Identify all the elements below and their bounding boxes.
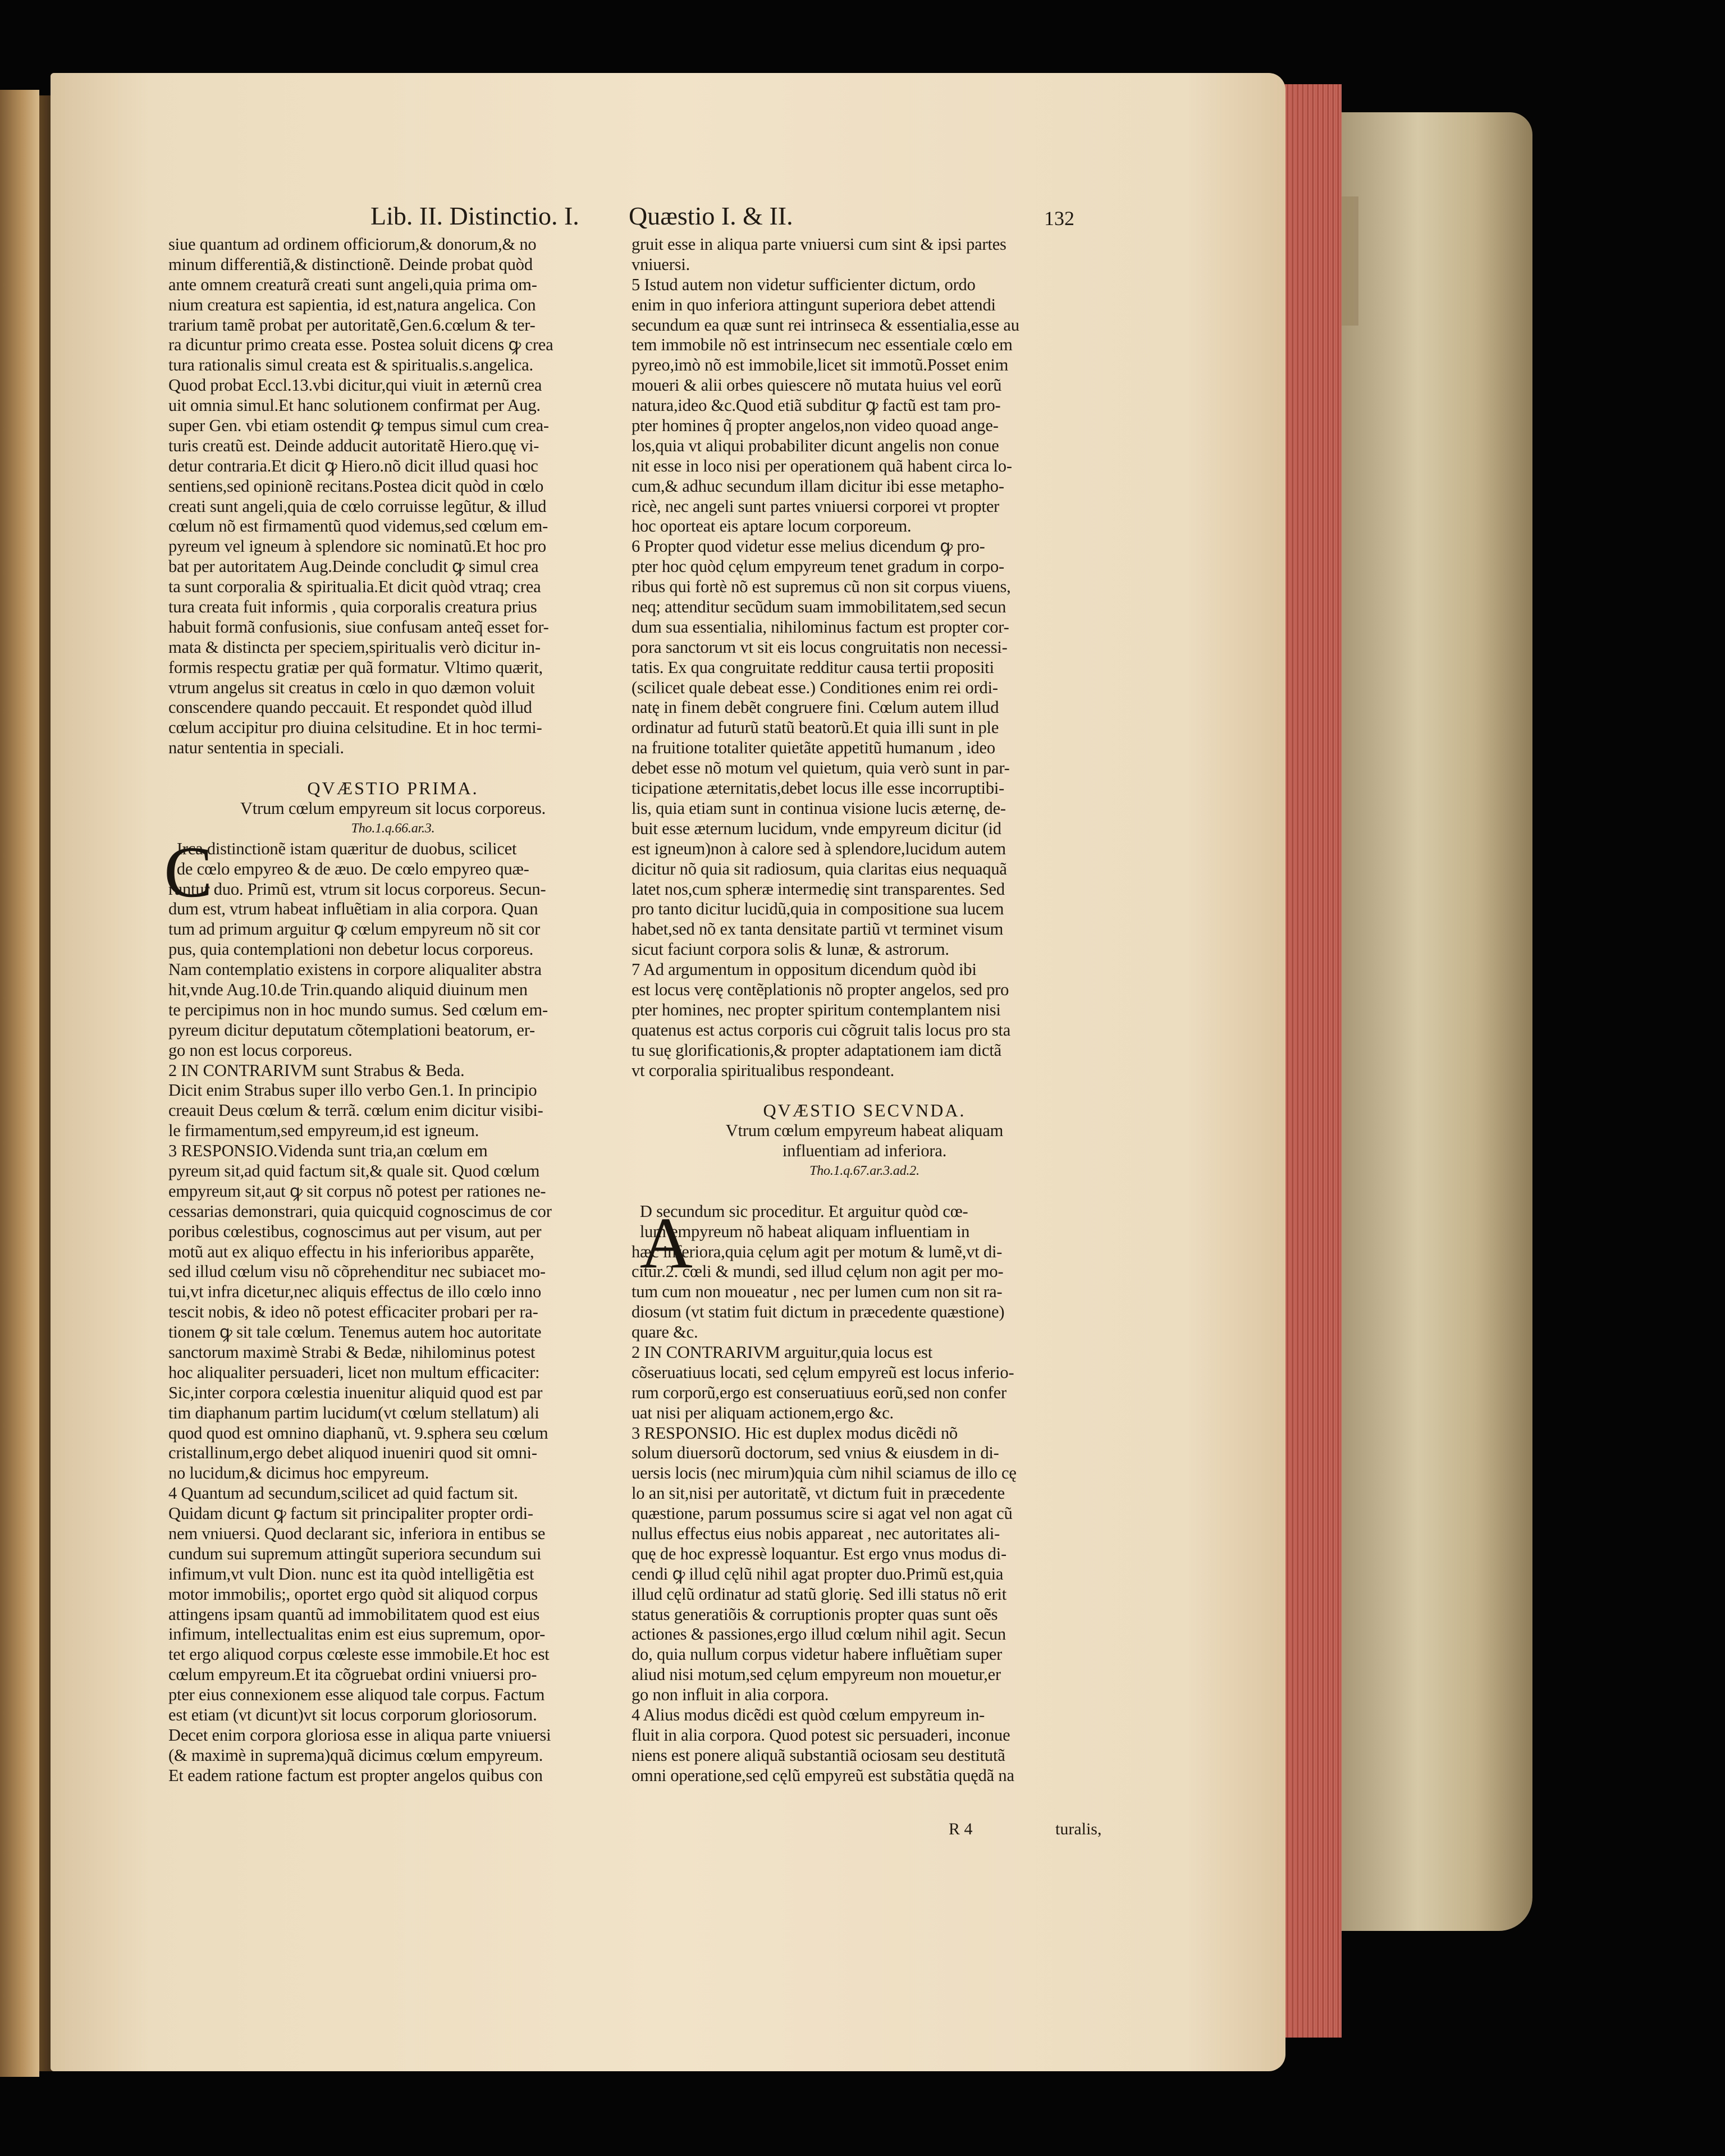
text-line: 2 IN CONTRARIVM sunt Strabus & Beda. <box>168 1060 465 1080</box>
text-line: detur contraria.Et dicit ꝙ Hiero.nõ dicit illud quasi hoc <box>168 456 538 475</box>
text-line: vt corporalia spiritualibus respondeant. <box>632 1060 895 1080</box>
text-line: tura creata fuit informis , quia corporalis creatura prius <box>168 597 537 617</box>
text-line: super Gen. vbi etiam ostendit ꝙ tempus simul cum crea- <box>168 416 549 436</box>
text-line: conscendere quando peccauit. Et respondet quòd illud <box>168 698 532 717</box>
text-line: attingens ipsam quantũ ad immobilitatem quod est eius <box>168 1604 540 1624</box>
text-line: 5 Istud autem non videtur sufficienter dictum, ordo <box>632 274 976 294</box>
text-line: est igneum)non à calore sed à splendore,lucidum autem <box>632 839 1006 858</box>
text-line: lum empyreum nõ habeat aliquam influentiam in <box>632 1221 970 1241</box>
question-subtitle: Vtrum cœlum empyreum sit locus corporeus. <box>240 798 546 818</box>
text-line: tim diaphanum partim lucidum(vt cœlum stellatum) ali <box>168 1403 539 1422</box>
text-line: lis, quia etiam sunt in continua visione lucis æternę, de- <box>632 798 1006 818</box>
text-line: tionem ꝙ sit tale cœlum. Tenemus autem hoc autoritate <box>168 1322 542 1342</box>
text-line: pter hoc quòd cęlum empyreum tenet gradum in corpo- <box>632 557 1004 576</box>
text-line: uersis locis (nec mirum)quia cùm nihil sciamus de illo cę <box>632 1463 1017 1483</box>
text-line: dum est, vtrum habeat influẽtiam in alia corpora. Quan <box>168 899 538 919</box>
text-line: hit,vnde Aug.10.de Trin.quando aliquid diuinum men <box>168 979 528 999</box>
text-line: D secundum sic proceditur. Et arguitur quòd cœ- <box>632 1201 968 1221</box>
text-line: pora sanctorum vt sit eis locus congruitatis non necessi- <box>632 637 1008 657</box>
text-line: moueri & alii orbes quiescere nõ mutata huius vel eorũ <box>632 376 1002 395</box>
text-line: mata & distincta per speciem,spiritualis verò dicitur in- <box>168 637 541 657</box>
text-line: citur.2. cœli & mundi, sed illud cęlum non agit per mo- <box>632 1262 1004 1281</box>
text-line: pter homines, nec propter spiritum contemplantem nisi <box>632 1000 1001 1019</box>
text-line: creauit Deus cœlum & terrã. cœlum enim dicitur visibi- <box>168 1101 543 1120</box>
text-line: motor immobilis;, oportet ergo quòd sit aliquod corpus <box>168 1584 538 1604</box>
text-line: sanctorum maximè Strabi & Bedæ, nihilominus potest <box>168 1342 536 1362</box>
text-line: quæstione, parum possumus scire si agat vel non agat cũ <box>632 1504 1013 1523</box>
folio-number: 132 <box>1044 207 1074 230</box>
text-line: 2 IN CONTRARIVM arguitur,quia locus est <box>632 1342 932 1362</box>
text-line: neq; attenditur secũdum suam immobilitatem,sed secun <box>632 597 1006 617</box>
text-line: ante omnem creaturã creati sunt angeli,quia prima om- <box>168 274 537 294</box>
left-page-edge <box>0 90 39 2077</box>
text-line: ta sunt corporalia & spiritualia.Et dicit quòd vtraq; crea <box>168 577 541 597</box>
text-line: turis creatũ est. Deinde adducit autoritatẽ Hiero.quę vi- <box>168 436 539 455</box>
text-line: le firmamentum,sed empyreum,id est igneum. <box>168 1121 479 1141</box>
text-line: quare &c. <box>632 1322 698 1342</box>
text-line: nium creatura est sapientia, id est,natura angelica. Con <box>168 295 536 314</box>
text-line: actiones & passiones,ergo illud cœlum nihil agit. Secun <box>632 1624 1006 1644</box>
text-line: Irca distinctionẽ istam quæritur de duobus, scilicet <box>168 839 517 858</box>
text-line: Quod probat Eccl.13.vbi dicitur,qui viuit in æternũ crea <box>168 376 542 395</box>
text-line: (scilicet quale debeat esse.) Conditiones enim rei ordi- <box>632 678 998 697</box>
question-subtitle: influentiam ad inferiora. <box>782 1141 947 1161</box>
text-line: pyreo,imò nõ est immobile,licet sit immotũ.Posset enim <box>632 355 1009 375</box>
text-line: (& maximè in suprema)quã dicimus cœlum empyreum. <box>168 1745 543 1765</box>
blank-line <box>168 758 617 779</box>
text-line: habuit formã confusionis, siue confusam anteq̃ esset for- <box>168 617 549 637</box>
text-line: ticipatione æternitatis,debet locus ille esse incorruptibi- <box>632 779 1005 798</box>
text-line: trarium tamẽ probat per autoritatẽ,Gen.6.cœlum & ter- <box>168 315 536 335</box>
text-line: Et eadem ratione factum est propter angelos quibus con <box>168 1765 543 1785</box>
text-line: hoc aliqualiter persuaderi, licet non multum efficaciter: <box>168 1362 540 1382</box>
text-line: runtur duo. Primũ est, vtrum sit locus corporeus. Secun- <box>168 879 546 899</box>
text-line: natur sententia in speciali. <box>168 738 344 758</box>
catchword: turalis, <box>1055 1820 1102 1838</box>
text-line: ra dicuntur primo creata esse. Postea soluit dicens ꝙ crea <box>168 335 553 355</box>
text-line: bat per autoritatem Aug.Deinde concludit ꝙ simul crea <box>168 557 539 576</box>
text-line: 7 Ad argumentum in oppositum dicendum quòd ibi <box>632 960 977 979</box>
text-line: tet ergo aliquod corpus cœleste esse immobile.Et hoc est <box>168 1645 550 1664</box>
text-line: quatenus est actus corporis cui cõgruit talis locus pro sta <box>632 1020 1011 1040</box>
text-line: tui,vt infra dicetur,nec aliquis effectus de illo cœlo inno <box>168 1282 541 1302</box>
text-line: quę de hoc expressè loquantur. Est ergo vnus modus di- <box>632 1544 1006 1563</box>
text-line: est etiam (vt dicunt)vt sit locus corporum gloriosorum. <box>168 1705 537 1725</box>
text-line: creati sunt angeli,quia de cœlo corruisse legũtur, & illud <box>168 496 547 516</box>
text-line: go non influit in alia corpora. <box>632 1685 829 1705</box>
blank-line <box>632 1081 1097 1101</box>
running-header-right: Quæstio I. & II. <box>629 202 793 230</box>
text-line: illud cęlũ ordinatur ad statũ glorię. Sed illi status nõ erit <box>632 1584 1006 1604</box>
text-line: cœlum empyreum.Et ita cõgruebat ordini vniuersi pro- <box>168 1665 537 1684</box>
text-line: sed illud cœlum visu nõ cõprehenditur nec subiacet mo- <box>168 1262 546 1281</box>
text-line: pter homines q̃ propter angelos,non video quoad ange- <box>632 416 999 436</box>
text-line: cristallinum,ergo debet aliquod inueniri quod sit omni- <box>168 1443 537 1463</box>
text-line: cõseruatiuus locati, sed cęlum empyreũ est locus inferio- <box>632 1362 1014 1382</box>
text-line: 4 Quantum ad secundum,scilicet ad quid factum sit. <box>168 1484 518 1503</box>
text-line: infimum,vt vult Dion. nunc est ita quòd intelligẽtia est <box>168 1564 534 1583</box>
text-line: debet esse nõ motum vel quietum, quia verò sunt in par- <box>632 758 1010 778</box>
text-line: pro tanto dicitur lucidũ,quia in compositione sua lucem <box>632 899 1004 919</box>
text-line: cendi ꝙ illud cęlũ nihil agat propter duo.Primũ est,quia <box>632 1564 1004 1583</box>
text-line: natura,ideo &c.Quod etiã subditur ꝙ factũ est tam pro- <box>632 396 1001 415</box>
text-line: fluit in alia corpora. Quod potest sic persuaderi, inconue <box>632 1725 1010 1745</box>
text-line: omni operatione,sed cęlũ empyreũ est substãtia quędã na <box>632 1765 1014 1785</box>
text-line: tatis. Ex qua congruitate redditur causa tertii propositi <box>632 657 994 677</box>
text-line: natę in finem debẽt congruere fini. Cœlum autem illud <box>632 698 999 717</box>
text-line: vtrum angelus sit creatus in cœlo in quo dæmon voluit <box>168 678 535 697</box>
text-line: Decet enim corpora gloriosa esse in aliqua parte vniuersi <box>168 1725 551 1745</box>
text-line: hæc inferiora,quia cęlum agit per motum & lumẽ,vt di- <box>632 1242 1003 1261</box>
text-line: Quidam dicunt ꝙ factum sit principaliter propter ordi- <box>168 1504 533 1523</box>
text-line: de cœlo empyreo & de æuo. De cœlo empyreo quæ- <box>168 859 529 878</box>
text-line: cessarias demonstrari, quia quicquid cognoscimus de cor <box>168 1201 552 1221</box>
text-line: nit esse in loco nisi per operationem quã habent circa lo- <box>632 456 1012 475</box>
text-line: status generatiõis & corruptionis propter quas sunt oẽs <box>632 1604 998 1624</box>
signature-mark: R 4 <box>949 1820 973 1838</box>
text-line: 3 RESPONSIO. Hic est duplex modus dicẽdi nõ <box>632 1423 958 1443</box>
text-line: 4 Alius modus dicẽdi est quòd cœlum empyreum in- <box>632 1705 985 1725</box>
text-line: pter eius connexionem esse aliquod tale corpus. Factum <box>168 1685 545 1705</box>
running-header-left: Lib. II. Distinctio. I. <box>370 202 579 230</box>
text-line: do, quia nullum corpus videtur habere influẽtiam super <box>632 1645 1003 1664</box>
text-line: pyreum vel igneum à splendore sic nominatũ.Et hoc pro <box>168 537 546 556</box>
dropcap-a: A <box>640 1203 693 1284</box>
text-line: Dicit enim Strabus super illo verbo Gen.1. In principio <box>168 1081 537 1100</box>
question-title: QVÆSTIO PRIMA. <box>307 778 479 799</box>
text-line: gruit esse in aliqua parte vniuersi cum sint & ipsi partes <box>632 235 1006 254</box>
question-subtitle: Vtrum cœlum empyreum habeat aliquam <box>725 1121 1004 1141</box>
text-line: motũ aut ex aliquo effectu in his inferioribus apparẽte, <box>168 1242 534 1261</box>
question-reference: Tho.1.q.67.ar.3.ad.2. <box>809 1163 919 1178</box>
text-line: buit esse æternum lucidum, vnde empyreum dicitur (id <box>632 818 1001 838</box>
text-line: cundum sui supremum attingũt superiora secundum sui <box>168 1544 542 1563</box>
text-line: 3 RESPONSIO.Videnda sunt tria,an cœlum em <box>168 1141 488 1161</box>
text-line: pyreum sit,ad quid factum sit,& quale sit. Quod cœlum <box>168 1161 540 1180</box>
text-line: na fruitione totaliter quietãte appetitũ humanum , ideo <box>632 738 995 758</box>
text-line: niens est ponere aliquã substantiã ociosam seu destitutã <box>632 1745 1005 1765</box>
text-line: cum,& adhuc secundum illam dicitur ibi esse metapho- <box>632 476 1004 496</box>
text-line: poribus cœlestibus, cognoscimus aut per visum, aut per <box>168 1221 542 1241</box>
text-line: diosum (vt statim fuit dictum in præcedente quæstione) <box>632 1302 1005 1322</box>
question-reference: Tho.1.q.66.ar.3. <box>351 821 435 836</box>
text-line: sicut faciunt corpora solis & lunæ, & astrorum. <box>632 940 949 959</box>
text-line: infimum, intellectualitas enim est eius supremum, opor- <box>168 1624 546 1644</box>
text-line: cœlum accipitur pro diuina celsitudine. Et in hoc termi- <box>168 718 542 738</box>
text-line: tum cum non moueatur , nec per lumen cum non sit ra- <box>632 1282 1003 1302</box>
right-column <box>632 235 1097 1786</box>
text-line: tum ad primum arguitur ꝙ cœlum empyreum nõ sit cor <box>168 919 541 939</box>
text-line: no lucidum,& dicimus hoc empyreum. <box>168 1463 429 1483</box>
text-line: cœlum nõ est firmamentũ quod videmus,sed cœlum em- <box>168 516 548 536</box>
text-line: Sic,inter corpora cœlestia inuenitur aliquid quod est par <box>168 1383 543 1402</box>
text-line: ribus qui fortè nõ est supremus cũ non sit corpus viuens, <box>632 577 1011 597</box>
dropcap-c: C <box>164 832 213 913</box>
left-column <box>168 235 617 1786</box>
text-line: solum diuersorũ doctorum, sed vnius & eiusdem in di- <box>632 1443 999 1463</box>
text-line: siue quantum ad ordinem officiorum,& donorum,& no <box>168 235 537 254</box>
text-line: dum sua essentialia, nihilominus factum est propter cor- <box>632 617 1009 637</box>
text-line: nullus effectus eius nobis appareat , nec autoritates ali- <box>632 1524 1000 1543</box>
text-line: Nam contemplatio existens in corpore aliqualiter abstra <box>168 960 542 979</box>
text-line: nem vniuersi. Quod declarant sic, inferiora in entibus se <box>168 1524 546 1543</box>
text-line: hoc oporteat eis aptare locum corporeum. <box>632 516 912 536</box>
blank-line <box>632 1182 1097 1202</box>
text-line: tescit nobis, & ideo nõ potest efficaciter probari per ra- <box>168 1302 538 1322</box>
text-line: formis respectu gratiæ per quã formatur. Vltimo quærit, <box>168 657 543 677</box>
question-title: QVÆSTIO SECVNDA. <box>763 1100 966 1121</box>
text-line: te percipimus non in hoc mundo sumus. Sed cœlum em- <box>168 1000 548 1019</box>
text-line: ordinatur ad futurũ statũ beatorũ.Et quia illi sunt in ple <box>632 718 999 738</box>
text-line: empyreum sit,aut ꝙ sit corpus nõ potest per rationes ne- <box>168 1181 546 1201</box>
text-line: quod quod est omnino diaphanũ, vt. 9.sphera seu cœlum <box>168 1423 548 1443</box>
text-line: est locus verę contẽplationis nõ propter angelos, sed pro <box>632 979 1009 999</box>
text-line: latet nos,cum spheræ intermedię sint transparentes. Sed <box>632 879 1005 899</box>
book-cover <box>1342 112 1532 1931</box>
text-line: ricè, nec angeli sunt partes vniuersi corporei vt propter <box>632 496 1000 516</box>
text-line: sentiens,sed opinionẽ recitans.Postea dicit quòd in cœlo <box>168 476 544 496</box>
text-line: dicitur nõ quia sit radiosum, quia claritas eius nequaquã <box>632 859 1007 878</box>
text-line: lo an sit,nisi per autoritatẽ, vt dictum fuit in præcedente <box>632 1484 1005 1503</box>
text-line: aliud nisi motum,sed cęlum empyreum non mouetur,er <box>632 1665 1001 1684</box>
text-line: uat nisi per aliquam actionem,ergo &c. <box>632 1403 894 1422</box>
text-line: tu suę glorificationis,& propter adaptationem iam dictã <box>632 1040 1001 1060</box>
text-line: tura rationalis simul creata est & spiritualis.s.angelica. <box>168 355 533 375</box>
text-line: secundum ea quæ sunt rei intrinseca & essentialia,esse au <box>632 315 1019 335</box>
text-line: rum corporũ,ergo est conseruatiuus eorũ,sed non confer <box>632 1383 1006 1402</box>
text-line: enim in quo inferiora attingunt superiora debet attendi <box>632 295 996 314</box>
text-line: uit omnia simul.Et hanc solutionem confirmat per Aug. <box>168 396 541 415</box>
text-line: go non est locus corporeus. <box>168 1040 353 1060</box>
text-line: minum differentiã,& distinctionẽ. Deinde probat quòd <box>168 254 533 274</box>
text-line: vniuersi. <box>632 254 690 274</box>
text-line: los,quia vt aliqui probabiliter dicunt angelis non conue <box>632 436 999 455</box>
text-line: 6 Propter quod videtur esse melius dicendum ꝙ pro- <box>632 537 985 556</box>
text-line: pus, quia contemplationi non debetur locus corporeus. <box>168 940 534 959</box>
text-line: pyreum dicitur deputatum cõtemplationi beatorum, er- <box>168 1020 536 1040</box>
text-line: habet,sed nõ ex tanta densitate partiũ vt terminet visum <box>632 919 1004 939</box>
text-line: tem immobile nõ est intrinsecum nec essentiale cœlo em <box>632 335 1013 355</box>
